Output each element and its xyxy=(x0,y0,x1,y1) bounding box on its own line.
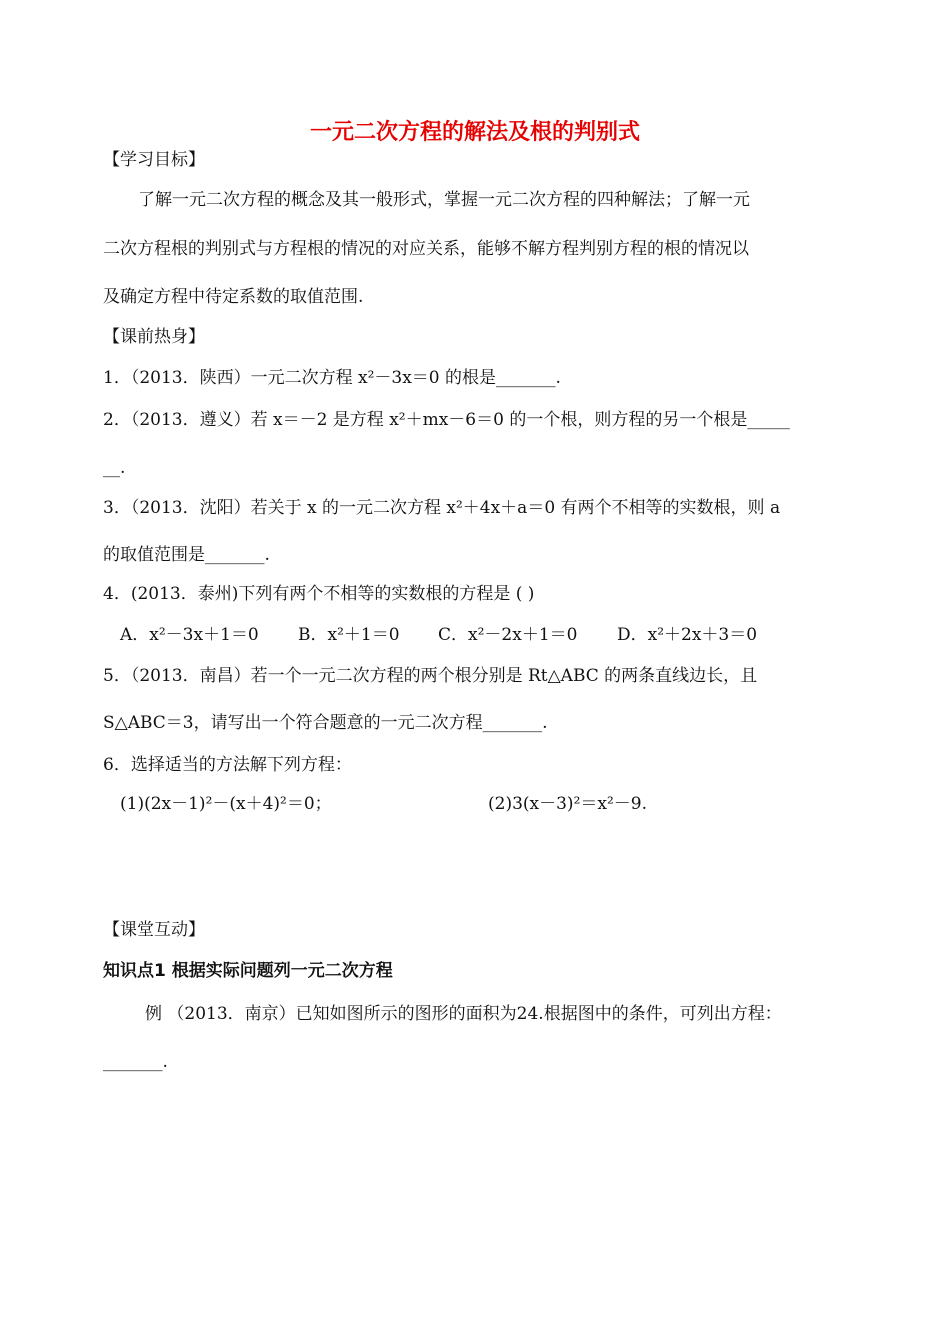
question-4-option-c: C．x²－2x＋1＝0 xyxy=(438,625,578,645)
question-4-option-b: B．x²＋1＝0 xyxy=(298,625,400,645)
question-4-option-a: A．x²－3x＋1＝0 xyxy=(120,625,259,645)
example-line-2: _______. xyxy=(103,1052,168,1072)
question-6: 6．选择适当的方法解下列方程： xyxy=(103,755,352,775)
question-4: 4．(2013．泰州)下列有两个不相等的实数根的方程是 ( ) xyxy=(103,584,535,604)
question-3-continued: 的取值范围是_______. xyxy=(103,545,270,565)
section-interaction-heading: 【课堂互动】 xyxy=(103,920,205,940)
objectives-line-3: 及确定方程中待定系数的取值范围. xyxy=(103,287,364,307)
section-objectives-heading: 【学习目标】 xyxy=(103,150,205,170)
question-3: 3．（2013．沈阳）若关于 x 的一元二次方程 x²＋4x＋a＝0 有两个不相等的实数根，则 a xyxy=(103,498,781,518)
knowledge-point-heading: 知识点1 根据实际问题列一元二次方程 xyxy=(103,961,393,981)
section-warmup-heading: 【课前热身】 xyxy=(103,327,205,347)
question-2: 2．（2013．遵义）若 x＝－2 是方程 x²＋mx－6＝0 的一个根，则方程的另一个根是_____ xyxy=(103,410,790,430)
objectives-line-2: 二次方程根的判别式与方程根的情况的对应关系，能够不解方程判别方程的根的情况以 xyxy=(103,239,749,259)
page-title: 一元二次方程的解法及根的判别式 xyxy=(309,120,640,145)
question-6-part-1: (1)(2x－1)²－(x＋4)²＝0； xyxy=(120,794,332,814)
question-5: 5．（2013．南昌）若一个一元二次方程的两个根分别是 Rt△ABC 的两条直线边长，且 xyxy=(103,666,758,686)
question-5-continued: S△ABC＝3，请写出一个符合题意的一元二次方程_______. xyxy=(103,713,548,733)
example-line-1: 例 （2013．南京）已知如图所示的图形的面积为24.根据图中的条件，可列出方程： xyxy=(145,1004,782,1024)
objectives-line-1: 了解一元二次方程的概念及其一般形式，掌握一元二次方程的四种解法；了解一元 xyxy=(138,190,750,210)
question-4-option-d: D．x²＋2x＋3＝0 xyxy=(617,625,758,645)
question-6-part-2: (2)3(x－3)²＝x²－9. xyxy=(488,794,648,814)
question-2-continued: __. xyxy=(103,458,126,478)
question-1: 1．（2013．陕西）一元二次方程 x²－3x＝0 的根是_______. xyxy=(103,368,561,388)
